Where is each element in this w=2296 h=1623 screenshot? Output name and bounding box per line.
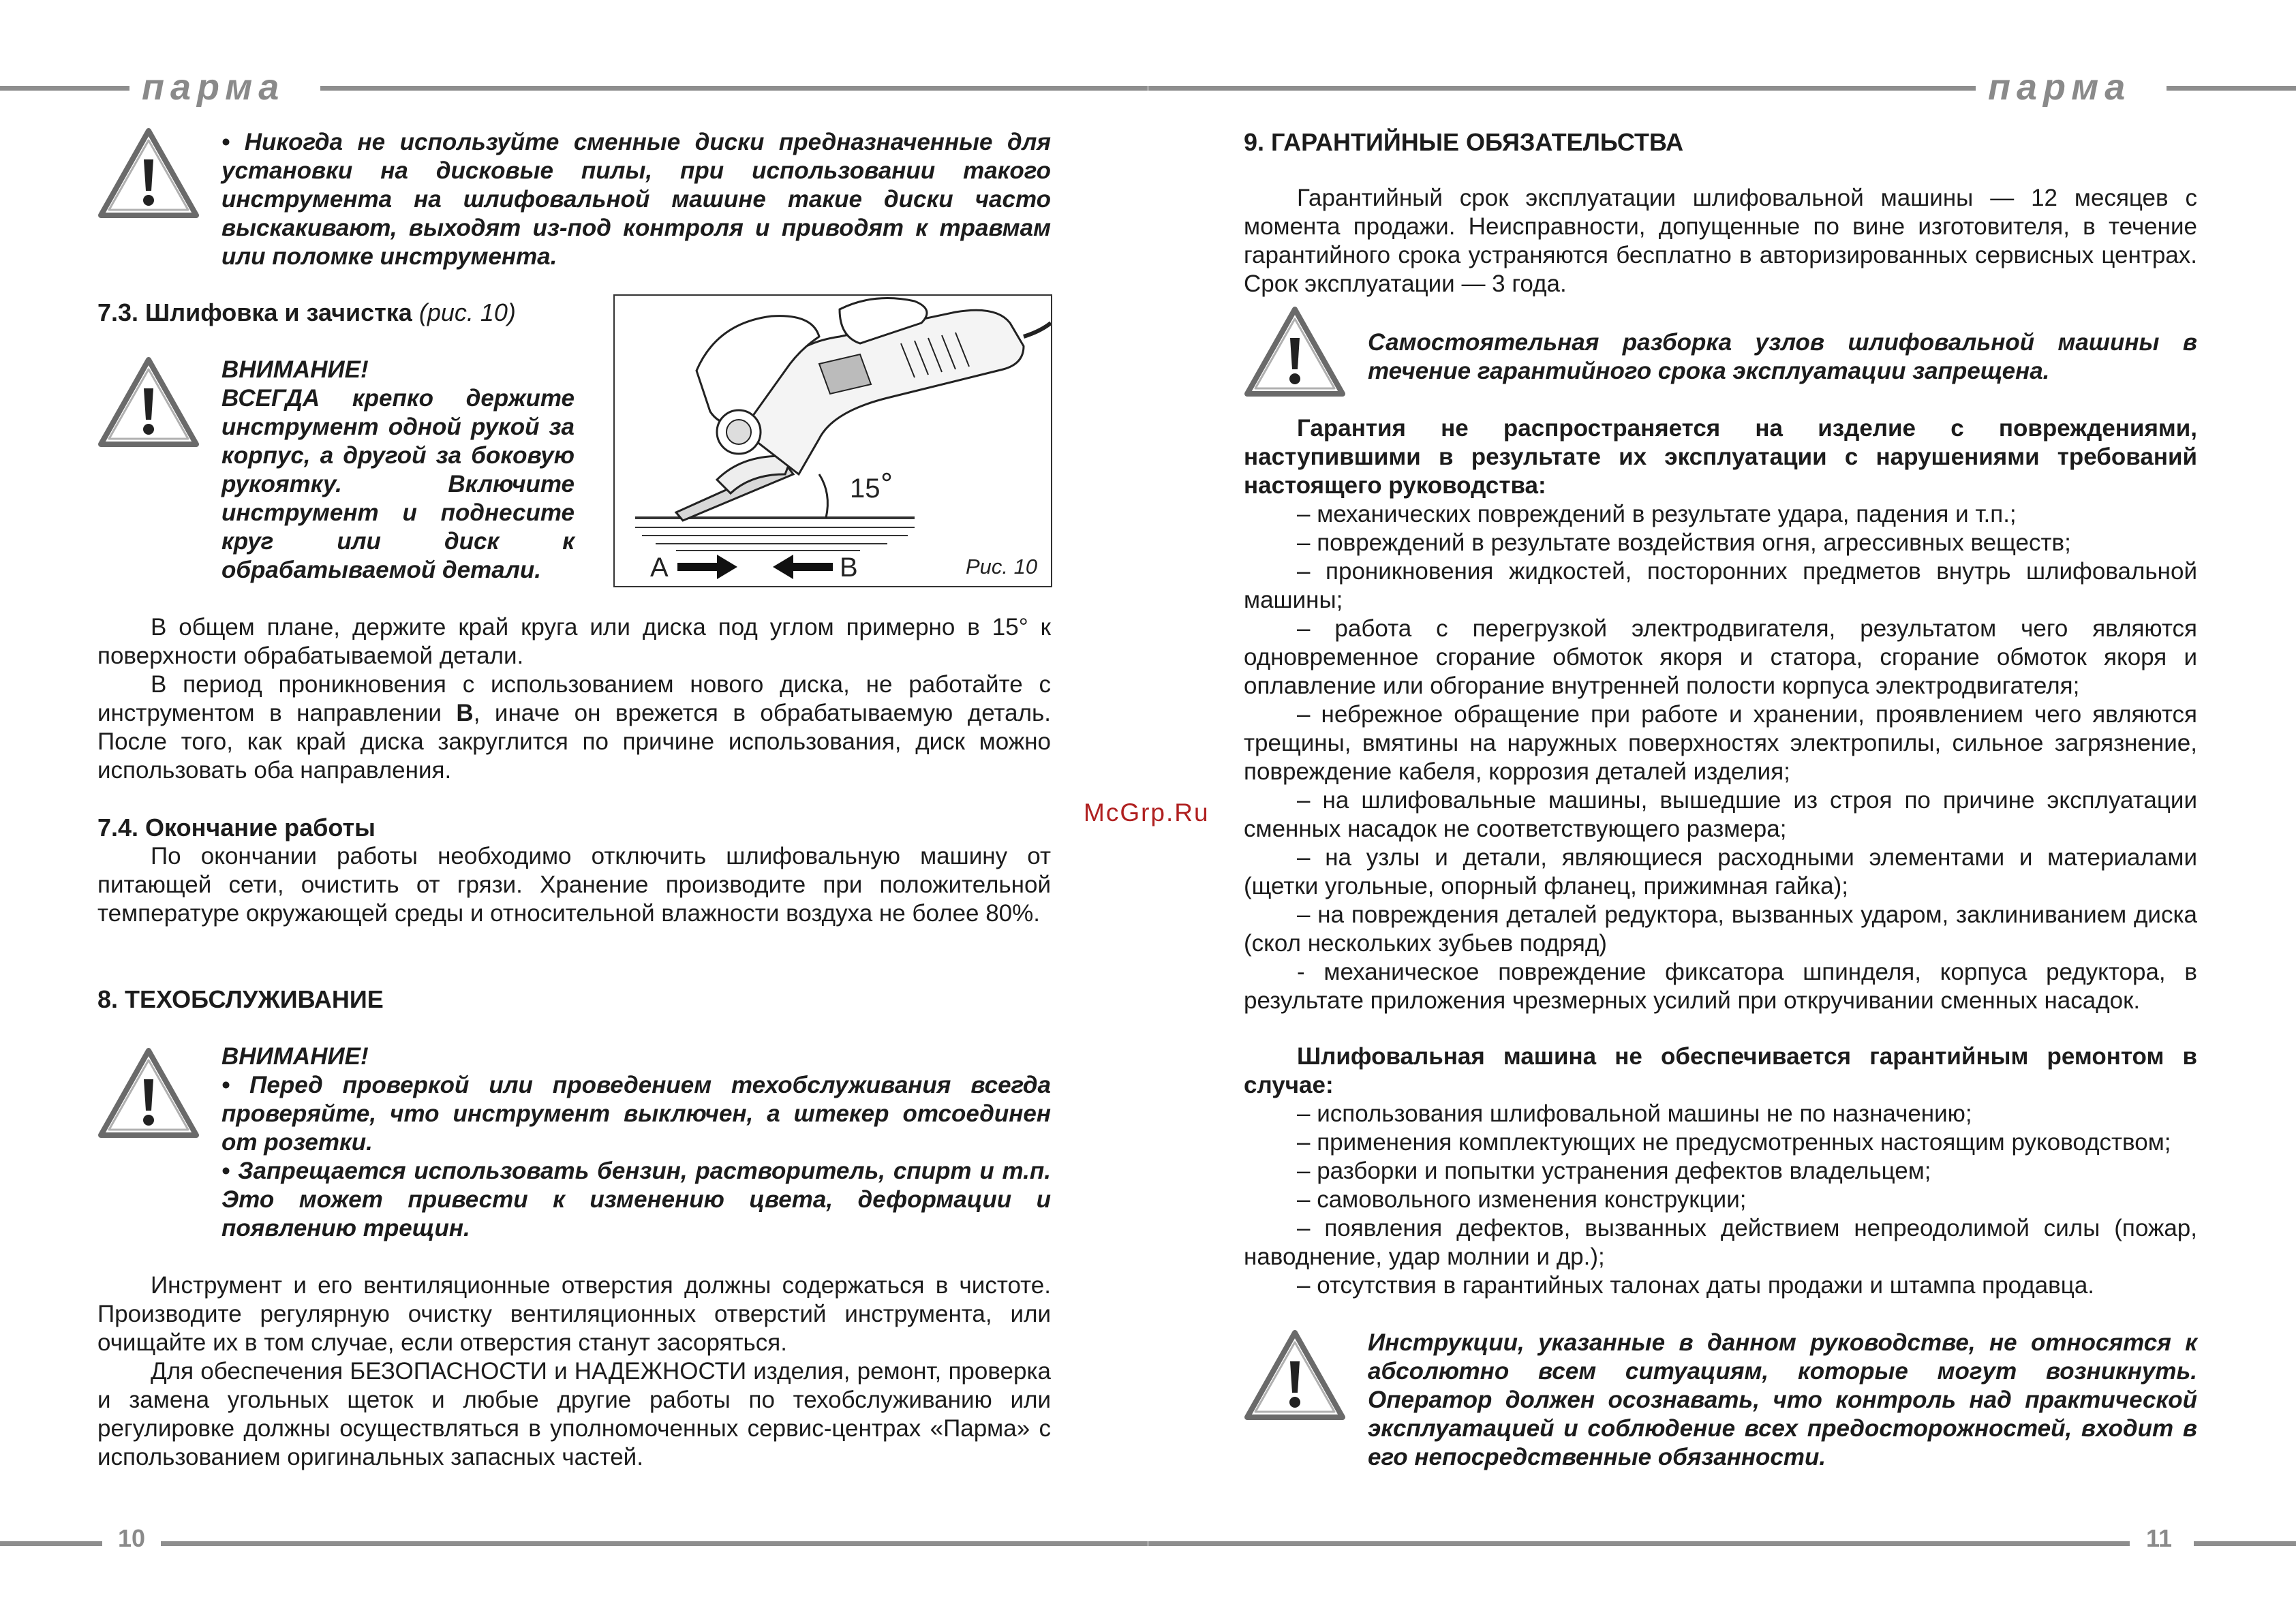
footer-rule-left [0,1541,102,1546]
text-run: B [456,700,474,726]
footer-rule-right-2 [2194,1541,2296,1546]
warning-bullet: • Запрещается использовать бензин, растворитель, спирт и т.п. Это может привести к изменению цвета, деформации и появлению трещин. [221,1158,1051,1241]
right-page [1148,0,2296,1623]
direction-b-label: B [840,553,858,583]
brand-logo-left: парма [142,67,286,108]
section-7-4-title: 7.4. Окончание работы [97,814,376,841]
exclusions-title: Гарантия не распространяется на изделие с повреждениями, наступившими в результате их эксплуатации с нарушениями требований настоящего руководства: [1244,415,2197,499]
figure-caption: Рис. 10 [966,555,1038,578]
exclusion-item: – на узлы и детали, являющиеся расходными элементами и материалами (щетки угольные, опорный фланец, прижимная гайка); [1244,844,2197,899]
header-rule-right [1148,86,1976,91]
case-item: – появления дефектов, вызванных действием непреодолимой силы (пожар, наводнение, удар молнии и др.); [1244,1215,2197,1270]
grinder-illustration [615,296,1051,586]
section-7-4-text [97,842,1051,928]
paragraph: Гарантийный срок эксплуатации шлифовальной машины — 12 месяцев с момента продажи. Неисправности, допущенные по вине изготовителя, в течение гарантийного срока устраняются бесплатно в авторизированных сервисных центрах. Срок эксплуатации — 3 года. [1244,185,2197,297]
exclusion-item: – на повреждения деталей редуктора, вызванных ударом, заклиниванием диска (скол нескольких зубьев подряд) [1244,901,2197,957]
warning-hold-block [221,356,575,585]
exclusion-item: – работа с перегрузкой электродвигателя, результатом чего являются одновременное сгорание обмоток якоря и статора, сгорание обмоток якоря и оплавление или обгорание внутренней полости корпуса электродвигателя; [1244,615,2197,699]
paragraph [97,670,1051,785]
case-item: – самовольного изменения конструкции; [1297,1186,1747,1213]
section-7-3-heading: 7.3. Шлифовка и зачистка [97,298,412,326]
warning-icon [1244,1329,1346,1421]
section-8-text [97,1271,1051,1472]
footer-rule-right [1148,1541,2130,1546]
exclusion-item: – повреждений в результате воздействия огня, агрессивных веществ; [1297,529,2071,556]
warning-disks-text: • Никогда не используйте сменные диски предназначенные для установки на дисковые пилы, при использовании такого инструмента на шлифовальной машине такие диски часто выскакивают, выходят из-под контроля и приводят к травмам или поломке инструмента. [221,129,1051,270]
case-item: – отсутствия в гарантийных талонах даты продажи и штампа продавца. [1297,1272,2095,1299]
page-number-right: 11 [2146,1524,2173,1552]
brand-logo-right: парма [1988,67,2132,108]
footer-rule-left-2 [161,1541,1148,1546]
workpiece-surface [635,518,915,551]
text-run: В период проникновения с использованием нового диска, не работайте с инструментом в направлении [97,671,1051,726]
exclusion-item: – небрежное обращение при работе и хранении, проявлением чего являются трещины, вмятины на наружных поверхностях электропилы, сильное загрязнение, повреждение кабеля, коррозия деталей изделия; [1244,701,2197,785]
paragraph: По окончании работы необходимо отключить шлифовальную машину от питающей сети, очистить от грязи. Хранение производите при положительной температуре окружающей среды и относительной влажности воздуха не более 80%. [97,843,1051,927]
section-7-3-title [97,298,516,327]
header-rule-left [0,86,129,91]
no-warranty-cases-block [1244,1042,2197,1300]
warning-maintenance-block [221,1042,1051,1243]
exclusion-item: – проникновения жидкостей, посторонних предметов внутрь шлифовальной машины; [1244,558,2197,613]
figure-reference: (рис. 10) [418,298,516,326]
warranty-exclusions-block [1244,414,2197,1015]
warning-icon [97,356,200,448]
angle-arc [819,474,827,518]
text-run: , иначе он врежется в обрабатываемую деталь. После того, как край диска закруглится по причине использования, диск можно использовать оба направления. [97,700,1051,784]
exclusion-item: – механических повреждений в результате удара, падения и т.п.; [1297,501,2017,527]
watermark: McGrp.Ru [1084,799,1210,826]
header-rule-right-2 [2167,86,2296,91]
section-9-intro [1244,184,2197,298]
warning-bullet: • Перед проверкой или проведением техобслуживания всегда проверяйте, что инструмент выключен, а штекер отсоединен от розетки. [221,1072,1051,1156]
warning-instructions-text: Инструкции, указанные в данном руководстве, не относятся к абсолютно всем ситуациям, которые могут возникнуть. Оператор должен осознавать, что контроль над практической эксплуатацией и соблюдение всех предосторожностей, входит в его непосредственные обязанности. [1368,1329,2197,1470]
warning-icon [1244,305,1346,398]
warning-title: ВНИМАНИЕ! [221,1043,369,1070]
case-item: – разборки и попытки устранения дефектов владельцем; [1297,1158,1931,1184]
cases-title: Шлифовальная машина не обеспечивается гарантийным ремонтом в случае: [1244,1043,2197,1098]
page-number-left: 10 [118,1524,146,1552]
warning-icon [97,127,200,219]
warning-icon [97,1047,200,1139]
exclusion-item: – на шлифовальные машины, вышедшие из строя по причине эксплуатации сменных насадок не соответствующего размера; [1244,787,2197,842]
arrow-right-icon [677,555,737,579]
section-8-title: 8. ТЕХОБСЛУЖИВАНИЕ [97,985,384,1013]
section-9-title: 9. ГАРАНТИЙНЫЕ ОБЯЗАТЕЛЬСТВА [1244,128,1684,156]
exclusion-item: - механическое повреждение фиксатора шпинделя, корпуса редуктора, в результате приложения чрезмерных усилий при откручивании сменных насадок. [1244,959,2197,1014]
angle-label: 15 [850,474,881,504]
case-item: – применения комплектующих не предусмотренных настоящим руководством; [1297,1129,2171,1156]
paragraph: Инструмент и его вентиляционные отверстия должны содержаться в чистоте. Производите регулярную очистку вентиляционных отверстий инструмента, или очищайте их в том случае, если отверстия станут засоряться. [97,1272,1051,1356]
warning-disassembly-text: Самостоятельная разборка узлов шлифовальной машины в течение гарантийного срока эксплуатации запрещена. [1368,329,2197,384]
case-item: – использования шлифовальной машины не по назначению; [1297,1100,1972,1127]
paragraph: Для обеспечения БЕЗОПАСНОСТИ и НАДЕЖНОСТИ изделия, ремонт, проверка и замена угольных щеток и любые другие работы по техобслуживанию или регулировке должны осуществляться в уполномоченных сервис-центрах «Парма» с использованием оригинальных запасных частей. [97,1358,1051,1470]
header-rule-left-2 [320,86,1148,91]
direction-a-label: A [650,553,669,583]
paragraph: В общем плане, держите край круга или диска под углом примерно в 15° к поверхности обрабатываемой детали. [97,614,1051,669]
angle-advice-block [97,613,1051,785]
figure-10 [613,294,1052,587]
warning-hold-text: ВСЕГДА крепко держите инструмент одной рукой за корпус, а другой за боковую рукоятку. Включите инструмент и поднесите круг или диск к обрабатываемой детали. [221,385,575,583]
warning-title: ВНИМАНИЕ! [221,356,369,383]
arrow-left-icon [773,555,833,579]
